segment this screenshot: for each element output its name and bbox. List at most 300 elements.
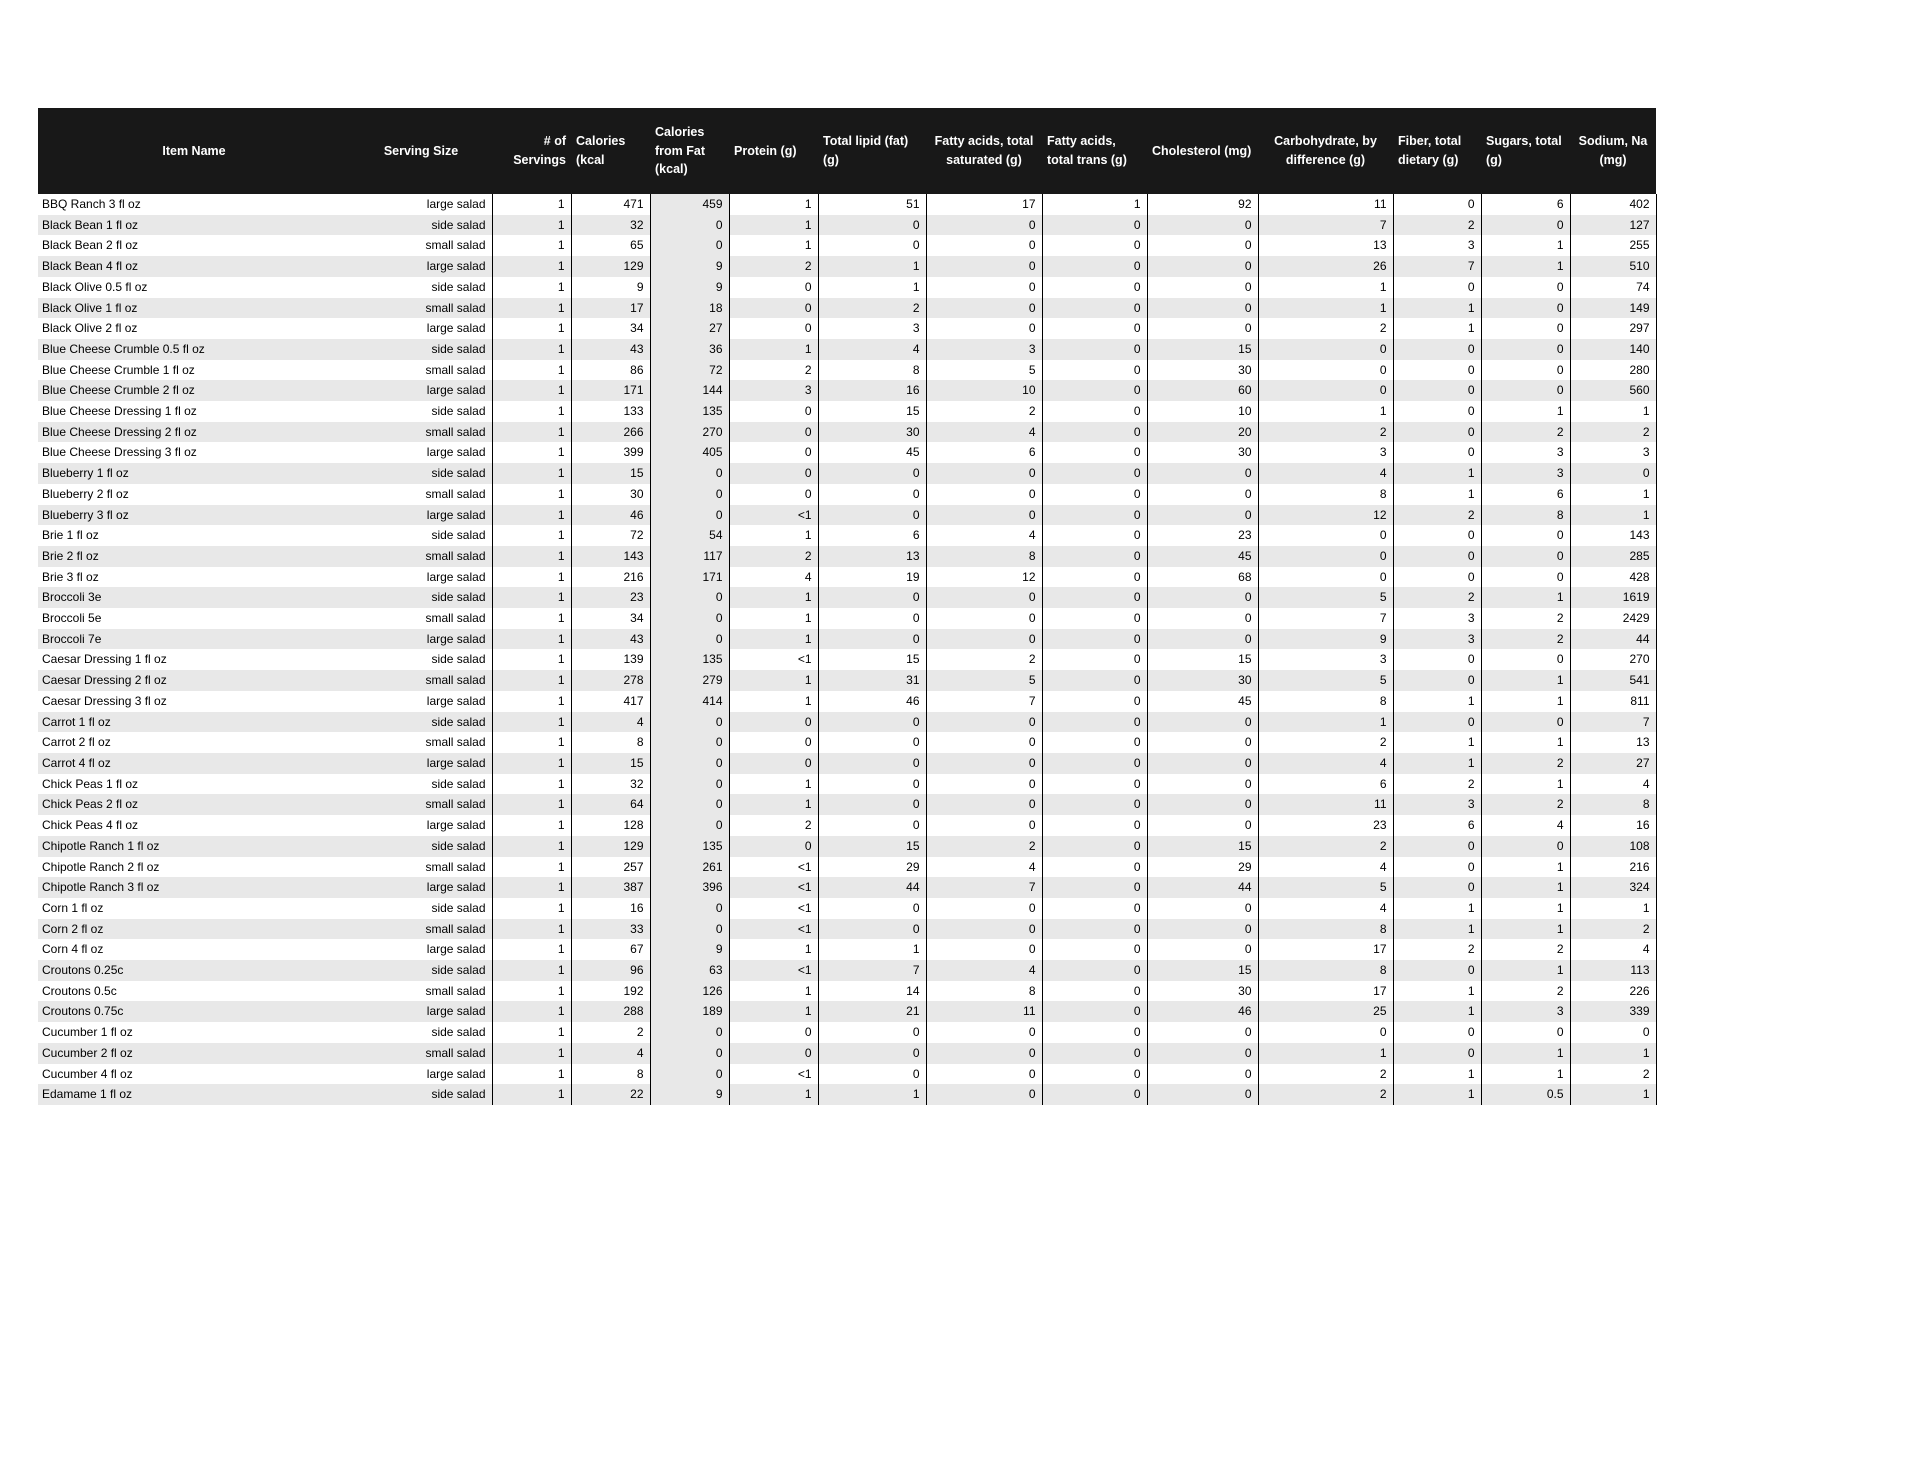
cell-fiber: 1 — [1393, 298, 1481, 319]
cell-protein: 0 — [729, 422, 818, 443]
cell-fiber: 0 — [1393, 339, 1481, 360]
cell-cholesterol: 15 — [1147, 960, 1258, 981]
cell-item_name: Caesar Dressing 3 fl oz — [38, 691, 350, 712]
cell-cholesterol: 0 — [1147, 939, 1258, 960]
cell-fat_saturated: 11 — [926, 1001, 1042, 1022]
cell-protein: 4 — [729, 567, 818, 588]
cell-carbohydrate: 11 — [1258, 194, 1393, 215]
cell-num_servings: 1 — [492, 608, 571, 629]
cell-sodium: 0 — [1570, 1022, 1656, 1043]
column-header-protein: Protein (g) — [729, 108, 818, 194]
cell-fat_saturated: 0 — [926, 298, 1042, 319]
cell-fiber: 1 — [1393, 898, 1481, 919]
cell-sodium: 428 — [1570, 567, 1656, 588]
cell-item_name: Caesar Dressing 2 fl oz — [38, 670, 350, 691]
cell-calories_from_fat: 0 — [650, 587, 729, 608]
cell-protein: 1 — [729, 608, 818, 629]
cell-cholesterol: 30 — [1147, 981, 1258, 1002]
cell-sodium: 1 — [1570, 505, 1656, 526]
cell-carbohydrate: 9 — [1258, 629, 1393, 650]
cell-item_name: Brie 2 fl oz — [38, 546, 350, 567]
cell-item_name: Edamame 1 fl oz — [38, 1084, 350, 1105]
cell-serving_size: small salad — [350, 857, 492, 878]
cell-fat_trans: 0 — [1042, 380, 1147, 401]
cell-carbohydrate: 0 — [1258, 360, 1393, 381]
cell-serving_size: large salad — [350, 691, 492, 712]
cell-sugars: 0 — [1481, 1022, 1570, 1043]
cell-sodium: 1 — [1570, 898, 1656, 919]
cell-carbohydrate: 2 — [1258, 318, 1393, 339]
cell-fat_trans: 1 — [1042, 194, 1147, 215]
cell-fiber: 0 — [1393, 360, 1481, 381]
cell-calories_from_fat: 0 — [650, 774, 729, 795]
cell-calories: 17 — [571, 298, 650, 319]
cell-total_lipid: 15 — [818, 649, 926, 670]
cell-sodium: 402 — [1570, 194, 1656, 215]
cell-fat_saturated: 0 — [926, 256, 1042, 277]
cell-fat_saturated: 0 — [926, 1043, 1042, 1064]
cell-fiber: 1 — [1393, 318, 1481, 339]
table-row — [38, 1043, 1656, 1064]
cell-carbohydrate: 1 — [1258, 1043, 1393, 1064]
cell-num_servings: 1 — [492, 298, 571, 319]
cell-fat_trans: 0 — [1042, 256, 1147, 277]
table-body — [38, 194, 1656, 1105]
nutrition-table-container — [38, 108, 1657, 1105]
cell-fiber: 0 — [1393, 960, 1481, 981]
cell-fat_trans: 0 — [1042, 649, 1147, 670]
table-row — [38, 587, 1656, 608]
cell-cholesterol: 30 — [1147, 670, 1258, 691]
cell-sugars: 6 — [1481, 194, 1570, 215]
cell-protein: 1 — [729, 235, 818, 256]
cell-fat_trans: 0 — [1042, 360, 1147, 381]
column-header-calories: Calories (kcal — [571, 108, 650, 194]
cell-fiber: 1 — [1393, 981, 1481, 1002]
cell-fat_saturated: 0 — [926, 608, 1042, 629]
cell-cholesterol: 0 — [1147, 463, 1258, 484]
cell-sodium: 108 — [1570, 836, 1656, 857]
cell-serving_size: small salad — [350, 235, 492, 256]
cell-sugars: 1 — [1481, 1043, 1570, 1064]
cell-cholesterol: 0 — [1147, 1064, 1258, 1085]
cell-num_servings: 1 — [492, 898, 571, 919]
cell-calories_from_fat: 126 — [650, 981, 729, 1002]
cell-num_servings: 1 — [492, 360, 571, 381]
cell-fiber: 1 — [1393, 732, 1481, 753]
table-row — [38, 505, 1656, 526]
cell-item_name: BBQ Ranch 3 fl oz — [38, 194, 350, 215]
cell-calories: 417 — [571, 691, 650, 712]
cell-total_lipid: 0 — [818, 1064, 926, 1085]
cell-num_servings: 1 — [492, 836, 571, 857]
cell-sodium: 255 — [1570, 235, 1656, 256]
cell-total_lipid: 0 — [818, 215, 926, 236]
cell-carbohydrate: 4 — [1258, 898, 1393, 919]
cell-item_name: Chick Peas 1 fl oz — [38, 774, 350, 795]
cell-sodium: 44 — [1570, 629, 1656, 650]
cell-total_lipid: 21 — [818, 1001, 926, 1022]
cell-sugars: 0 — [1481, 836, 1570, 857]
cell-fiber: 2 — [1393, 505, 1481, 526]
cell-fat_trans: 0 — [1042, 877, 1147, 898]
cell-fat_trans: 0 — [1042, 898, 1147, 919]
cell-cholesterol: 30 — [1147, 442, 1258, 463]
cell-calories: 4 — [571, 712, 650, 733]
cell-item_name: Blue Cheese Crumble 2 fl oz — [38, 380, 350, 401]
cell-serving_size: small salad — [350, 670, 492, 691]
cell-calories_from_fat: 0 — [650, 235, 729, 256]
cell-fat_saturated: 0 — [926, 629, 1042, 650]
cell-fat_trans: 0 — [1042, 1001, 1147, 1022]
cell-calories: 9 — [571, 277, 650, 298]
cell-num_servings: 1 — [492, 256, 571, 277]
cell-sugars: 2 — [1481, 981, 1570, 1002]
cell-item_name: Black Bean 2 fl oz — [38, 235, 350, 256]
cell-sodium: 324 — [1570, 877, 1656, 898]
cell-serving_size: large salad — [350, 380, 492, 401]
cell-carbohydrate: 17 — [1258, 981, 1393, 1002]
cell-num_servings: 1 — [492, 919, 571, 940]
cell-carbohydrate: 0 — [1258, 546, 1393, 567]
cell-fat_saturated: 0 — [926, 712, 1042, 733]
cell-sodium: 143 — [1570, 525, 1656, 546]
cell-fat_trans: 0 — [1042, 939, 1147, 960]
cell-num_servings: 1 — [492, 877, 571, 898]
cell-num_servings: 1 — [492, 649, 571, 670]
cell-calories_from_fat: 9 — [650, 1084, 729, 1105]
cell-serving_size: side salad — [350, 525, 492, 546]
cell-sugars: 1 — [1481, 919, 1570, 940]
cell-item_name: Caesar Dressing 1 fl oz — [38, 649, 350, 670]
table-row — [38, 525, 1656, 546]
cell-protein: 3 — [729, 380, 818, 401]
cell-item_name: Black Bean 1 fl oz — [38, 215, 350, 236]
cell-protein: 1 — [729, 794, 818, 815]
cell-fat_saturated: 0 — [926, 898, 1042, 919]
cell-item_name: Black Olive 0.5 fl oz — [38, 277, 350, 298]
cell-serving_size: small salad — [350, 298, 492, 319]
cell-protein: 0 — [729, 463, 818, 484]
cell-total_lipid: 6 — [818, 525, 926, 546]
table-row — [38, 484, 1656, 505]
table-row — [38, 691, 1656, 712]
cell-fiber: 1 — [1393, 484, 1481, 505]
cell-total_lipid: 0 — [818, 919, 926, 940]
table-header-row — [38, 108, 1656, 194]
cell-calories_from_fat: 0 — [650, 794, 729, 815]
cell-item_name: Brie 1 fl oz — [38, 525, 350, 546]
cell-calories: 171 — [571, 380, 650, 401]
cell-fat_trans: 0 — [1042, 1084, 1147, 1105]
cell-serving_size: side salad — [350, 1022, 492, 1043]
cell-sodium: 3 — [1570, 442, 1656, 463]
cell-serving_size: side salad — [350, 215, 492, 236]
cell-serving_size: small salad — [350, 484, 492, 505]
table-row — [38, 939, 1656, 960]
cell-total_lipid: 0 — [818, 484, 926, 505]
cell-sugars: 2 — [1481, 794, 1570, 815]
cell-calories_from_fat: 9 — [650, 256, 729, 277]
cell-total_lipid: 1 — [818, 939, 926, 960]
cell-cholesterol: 15 — [1147, 649, 1258, 670]
cell-fat_saturated: 2 — [926, 649, 1042, 670]
cell-item_name: Cucumber 2 fl oz — [38, 1043, 350, 1064]
cell-total_lipid: 13 — [818, 546, 926, 567]
cell-serving_size: small salad — [350, 608, 492, 629]
cell-num_servings: 1 — [492, 442, 571, 463]
cell-fiber: 7 — [1393, 256, 1481, 277]
cell-cholesterol: 0 — [1147, 774, 1258, 795]
cell-carbohydrate: 11 — [1258, 794, 1393, 815]
cell-protein: 2 — [729, 256, 818, 277]
cell-num_servings: 1 — [492, 587, 571, 608]
cell-fat_saturated: 0 — [926, 505, 1042, 526]
cell-sugars: 0 — [1481, 215, 1570, 236]
cell-calories: 4 — [571, 1043, 650, 1064]
cell-fiber: 2 — [1393, 215, 1481, 236]
cell-num_servings: 1 — [492, 380, 571, 401]
cell-calories: 72 — [571, 525, 650, 546]
cell-sugars: 8 — [1481, 505, 1570, 526]
cell-serving_size: side salad — [350, 587, 492, 608]
cell-calories: 43 — [571, 339, 650, 360]
cell-serving_size: small salad — [350, 981, 492, 1002]
table-row — [38, 877, 1656, 898]
cell-fiber: 0 — [1393, 1043, 1481, 1064]
cell-cholesterol: 0 — [1147, 235, 1258, 256]
cell-calories: 30 — [571, 484, 650, 505]
cell-protein: 0 — [729, 1043, 818, 1064]
cell-total_lipid: 15 — [818, 836, 926, 857]
cell-num_servings: 1 — [492, 857, 571, 878]
cell-carbohydrate: 3 — [1258, 442, 1393, 463]
cell-sodium: 811 — [1570, 691, 1656, 712]
cell-num_servings: 1 — [492, 318, 571, 339]
table-row — [38, 194, 1656, 215]
table-row — [38, 712, 1656, 733]
cell-fiber: 2 — [1393, 587, 1481, 608]
cell-calories: 64 — [571, 794, 650, 815]
cell-calories: 22 — [571, 1084, 650, 1105]
table-row — [38, 898, 1656, 919]
cell-num_servings: 1 — [492, 794, 571, 815]
cell-cholesterol: 0 — [1147, 215, 1258, 236]
table-row — [38, 567, 1656, 588]
cell-calories_from_fat: 27 — [650, 318, 729, 339]
cell-total_lipid: 44 — [818, 877, 926, 898]
cell-sodium: 16 — [1570, 815, 1656, 836]
cell-serving_size: large salad — [350, 753, 492, 774]
cell-fiber: 0 — [1393, 401, 1481, 422]
cell-total_lipid: 3 — [818, 318, 926, 339]
cell-num_servings: 1 — [492, 981, 571, 1002]
cell-item_name: Blueberry 1 fl oz — [38, 463, 350, 484]
cell-cholesterol: 0 — [1147, 753, 1258, 774]
cell-cholesterol: 15 — [1147, 339, 1258, 360]
cell-fat_saturated: 0 — [926, 1084, 1042, 1105]
cell-protein: 1 — [729, 339, 818, 360]
cell-fat_saturated: 0 — [926, 732, 1042, 753]
table-row — [38, 256, 1656, 277]
cell-item_name: Carrot 4 fl oz — [38, 753, 350, 774]
cell-item_name: Blue Cheese Dressing 1 fl oz — [38, 401, 350, 422]
cell-cholesterol: 0 — [1147, 712, 1258, 733]
cell-cholesterol: 0 — [1147, 608, 1258, 629]
cell-fiber: 1 — [1393, 691, 1481, 712]
table-row — [38, 960, 1656, 981]
cell-item_name: Brie 3 fl oz — [38, 567, 350, 588]
cell-fiber: 0 — [1393, 422, 1481, 443]
cell-total_lipid: 16 — [818, 380, 926, 401]
cell-fiber: 0 — [1393, 525, 1481, 546]
cell-serving_size: side salad — [350, 277, 492, 298]
cell-fiber: 2 — [1393, 939, 1481, 960]
cell-calories_from_fat: 72 — [650, 360, 729, 381]
cell-calories: 23 — [571, 587, 650, 608]
cell-calories_from_fat: 414 — [650, 691, 729, 712]
cell-sugars: 1 — [1481, 960, 1570, 981]
cell-fat_saturated: 7 — [926, 691, 1042, 712]
cell-sodium: 127 — [1570, 215, 1656, 236]
cell-sugars: 1 — [1481, 877, 1570, 898]
table-row — [38, 670, 1656, 691]
cell-serving_size: small salad — [350, 732, 492, 753]
cell-fiber: 1 — [1393, 753, 1481, 774]
table-row — [38, 235, 1656, 256]
cell-calories_from_fat: 144 — [650, 380, 729, 401]
cell-calories_from_fat: 0 — [650, 732, 729, 753]
cell-calories_from_fat: 36 — [650, 339, 729, 360]
cell-fat_trans: 0 — [1042, 546, 1147, 567]
cell-serving_size: large salad — [350, 505, 492, 526]
cell-serving_size: large salad — [350, 194, 492, 215]
cell-fiber: 0 — [1393, 442, 1481, 463]
cell-fat_saturated: 0 — [926, 463, 1042, 484]
cell-num_servings: 1 — [492, 670, 571, 691]
cell-num_servings: 1 — [492, 1001, 571, 1022]
cell-total_lipid: 0 — [818, 712, 926, 733]
cell-fat_trans: 0 — [1042, 318, 1147, 339]
cell-carbohydrate: 2 — [1258, 732, 1393, 753]
cell-calories: 15 — [571, 753, 650, 774]
cell-serving_size: large salad — [350, 1064, 492, 1085]
cell-fat_saturated: 0 — [926, 774, 1042, 795]
cell-item_name: Blue Cheese Dressing 2 fl oz — [38, 422, 350, 443]
cell-calories: 288 — [571, 1001, 650, 1022]
cell-fiber: 0 — [1393, 194, 1481, 215]
cell-fiber: 0 — [1393, 857, 1481, 878]
cell-serving_size: large salad — [350, 939, 492, 960]
table-row — [38, 546, 1656, 567]
column-header-fat_trans: Fatty acids, total trans (g) — [1042, 108, 1147, 194]
cell-total_lipid: 0 — [818, 774, 926, 795]
cell-sodium: 1619 — [1570, 587, 1656, 608]
cell-cholesterol: 46 — [1147, 1001, 1258, 1022]
cell-calories_from_fat: 171 — [650, 567, 729, 588]
cell-sugars: 0 — [1481, 525, 1570, 546]
cell-protein: 1 — [729, 691, 818, 712]
cell-calories_from_fat: 0 — [650, 815, 729, 836]
cell-fiber: 3 — [1393, 608, 1481, 629]
cell-cholesterol: 0 — [1147, 629, 1258, 650]
cell-cholesterol: 0 — [1147, 277, 1258, 298]
cell-fat_saturated: 12 — [926, 567, 1042, 588]
cell-total_lipid: 4 — [818, 339, 926, 360]
cell-fat_saturated: 6 — [926, 442, 1042, 463]
cell-num_servings: 1 — [492, 774, 571, 795]
cell-protein: 1 — [729, 774, 818, 795]
cell-fat_trans: 0 — [1042, 857, 1147, 878]
cell-calories: 129 — [571, 256, 650, 277]
cell-calories_from_fat: 54 — [650, 525, 729, 546]
cell-protein: <1 — [729, 505, 818, 526]
cell-num_servings: 1 — [492, 939, 571, 960]
cell-calories_from_fat: 0 — [650, 1022, 729, 1043]
cell-total_lipid: 45 — [818, 442, 926, 463]
cell-item_name: Carrot 1 fl oz — [38, 712, 350, 733]
cell-serving_size: large salad — [350, 442, 492, 463]
cell-carbohydrate: 5 — [1258, 877, 1393, 898]
cell-calories_from_fat: 0 — [650, 215, 729, 236]
cell-fat_trans: 0 — [1042, 442, 1147, 463]
cell-item_name: Blue Cheese Dressing 3 fl oz — [38, 442, 350, 463]
cell-cholesterol: 0 — [1147, 587, 1258, 608]
cell-calories: 257 — [571, 857, 650, 878]
cell-carbohydrate: 0 — [1258, 525, 1393, 546]
cell-calories: 34 — [571, 318, 650, 339]
cell-item_name: Corn 1 fl oz — [38, 898, 350, 919]
cell-item_name: Blueberry 2 fl oz — [38, 484, 350, 505]
cell-calories_from_fat: 135 — [650, 401, 729, 422]
cell-sugars: 1 — [1481, 1064, 1570, 1085]
cell-protein: 0 — [729, 836, 818, 857]
column-header-cholesterol: Cholesterol (mg) — [1147, 108, 1258, 194]
cell-sugars: 2 — [1481, 753, 1570, 774]
cell-protein: 0 — [729, 298, 818, 319]
cell-item_name: Chick Peas 4 fl oz — [38, 815, 350, 836]
cell-num_servings: 1 — [492, 422, 571, 443]
cell-cholesterol: 29 — [1147, 857, 1258, 878]
cell-calories: 96 — [571, 960, 650, 981]
table-row — [38, 463, 1656, 484]
cell-sugars: 4 — [1481, 815, 1570, 836]
cell-calories_from_fat: 0 — [650, 753, 729, 774]
table-row — [38, 919, 1656, 940]
cell-sugars: 2 — [1481, 422, 1570, 443]
cell-item_name: Chipotle Ranch 2 fl oz — [38, 857, 350, 878]
cell-calories: 67 — [571, 939, 650, 960]
cell-sodium: 560 — [1570, 380, 1656, 401]
cell-sodium: 0 — [1570, 463, 1656, 484]
cell-sodium: 510 — [1570, 256, 1656, 277]
cell-fat_saturated: 4 — [926, 422, 1042, 443]
cell-item_name: Cucumber 1 fl oz — [38, 1022, 350, 1043]
cell-protein: 0 — [729, 318, 818, 339]
cell-num_servings: 1 — [492, 567, 571, 588]
cell-protein: 1 — [729, 939, 818, 960]
cell-num_servings: 1 — [492, 215, 571, 236]
cell-sodium: 1 — [1570, 1043, 1656, 1064]
cell-sodium: 285 — [1570, 546, 1656, 567]
cell-fat_saturated: 4 — [926, 525, 1042, 546]
cell-cholesterol: 15 — [1147, 836, 1258, 857]
cell-sodium: 149 — [1570, 298, 1656, 319]
column-header-item_name: Item Name — [38, 108, 350, 194]
cell-sodium: 226 — [1570, 981, 1656, 1002]
cell-total_lipid: 0 — [818, 732, 926, 753]
column-header-num_servings: # of Servings — [492, 108, 571, 194]
